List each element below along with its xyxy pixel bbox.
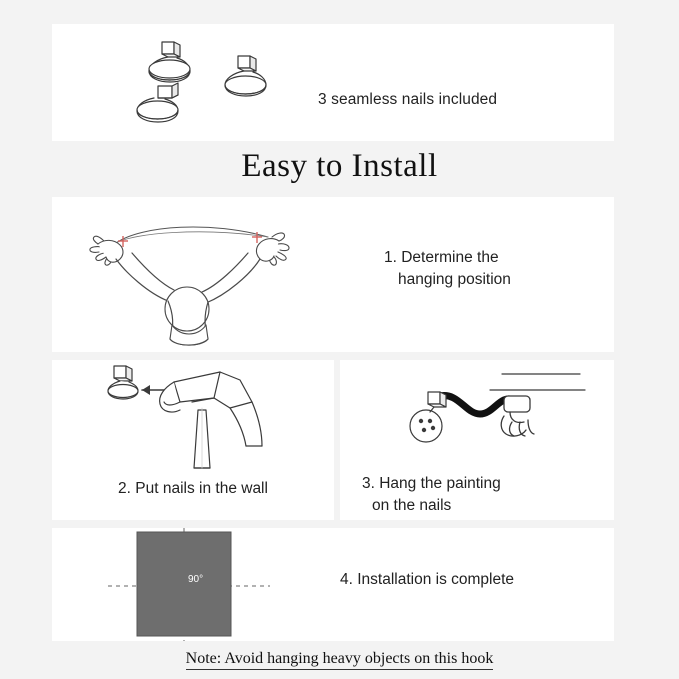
panel-step-4 (52, 528, 614, 641)
panel-step-2 (52, 360, 334, 520)
step-3-caption-line2: on the nails (372, 496, 452, 514)
step-3-caption-line1: 3. Hang the painting (362, 475, 501, 492)
footer-note-text: Note: Avoid hanging heavy objects on this hook (186, 650, 494, 670)
footer-note (0, 650, 679, 668)
panel-step-1 (52, 197, 614, 352)
step-1-caption-line2: hanging position (398, 271, 511, 289)
step-4-caption: 4. Installation is complete (340, 571, 515, 588)
panel-seamless-nails (52, 24, 614, 141)
person-measuring-wall-illustration (82, 197, 372, 352)
hammer-and-nail-illustration (102, 362, 317, 482)
step-2-caption: 2. Put nails in the wall (118, 480, 268, 497)
hanging-painting-illustration (380, 364, 595, 474)
seamless-nails-caption: 3 seamless nails included (318, 91, 498, 108)
panel-step-3 (340, 360, 614, 520)
step-1-caption (384, 247, 594, 292)
step-1-caption-line1: 1. Determine the (384, 249, 499, 266)
seamless-nails-illustration (122, 34, 312, 134)
framed-picture-level-illustration (100, 528, 340, 641)
page-title: Easy to Install (241, 148, 438, 184)
step-3-caption (362, 473, 612, 516)
angle-label: 90° (188, 574, 204, 585)
